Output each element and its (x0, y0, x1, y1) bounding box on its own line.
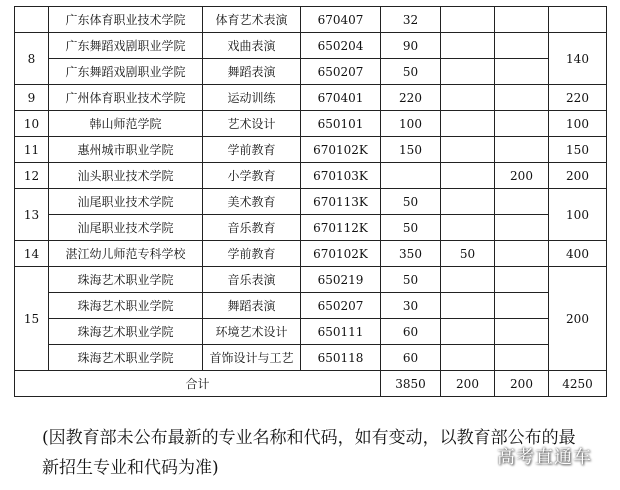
quota-b-cell (441, 163, 495, 189)
code-cell: 650118 (301, 345, 381, 371)
total-cell: 200 (549, 267, 607, 371)
table-row (15, 137, 607, 163)
school-cell: 广东舞蹈戏剧职业学院 (49, 33, 203, 59)
code-cell: 670103K (301, 163, 381, 189)
major-cell: 体育艺术表演 (203, 7, 301, 33)
major-cell: 美术教育 (203, 189, 301, 215)
total-cell: 150 (549, 137, 607, 163)
major-cell: 艺术设计 (203, 111, 301, 137)
quota-b-cell (441, 111, 495, 137)
serial-cell: 9 (15, 85, 49, 111)
major-cell: 小学教育 (203, 163, 301, 189)
table-row (15, 189, 607, 215)
grand-total-cell: 4250 (549, 371, 607, 397)
quota-b-cell: 50 (441, 241, 495, 267)
quota-b-cell (441, 59, 495, 85)
serial-cell: 15 (15, 267, 49, 371)
total-cell: 100 (549, 189, 607, 241)
quota-a-cell: 350 (381, 241, 441, 267)
major-cell: 运动训练 (203, 85, 301, 111)
school-cell: 汕尾职业技术学院 (49, 189, 203, 215)
table-row (15, 215, 607, 241)
table-row (15, 111, 607, 137)
major-cell: 学前教育 (203, 241, 301, 267)
school-cell: 广东舞蹈戏剧职业学院 (49, 59, 203, 85)
table-row (15, 59, 607, 85)
quota-a-cell: 60 (381, 345, 441, 371)
school-cell: 珠海艺术职业学院 (49, 293, 203, 319)
code-cell: 650207 (301, 59, 381, 85)
serial-cell: 11 (15, 137, 49, 163)
code-cell: 670401 (301, 85, 381, 111)
quota-a-cell: 50 (381, 189, 441, 215)
quota-a-cell (381, 163, 441, 189)
major-cell: 学前教育 (203, 137, 301, 163)
total-cell: 200 (549, 163, 607, 189)
quota-b-cell (441, 319, 495, 345)
code-cell: 650111 (301, 319, 381, 345)
code-cell: 670102K (301, 241, 381, 267)
quota-a-cell: 32 (381, 7, 441, 33)
enrollment-quota-table (14, 6, 607, 397)
quota-a-cell: 90 (381, 33, 441, 59)
major-cell: 舞蹈表演 (203, 293, 301, 319)
major-cell: 音乐教育 (203, 215, 301, 241)
total-cell: 100 (549, 111, 607, 137)
table-row (15, 33, 607, 59)
serial-cell: 12 (15, 163, 49, 189)
quota-a-cell: 150 (381, 137, 441, 163)
quota-c-cell (495, 189, 549, 215)
table-row (15, 85, 607, 111)
quota-c-cell (495, 319, 549, 345)
major-cell: 环境艺术设计 (203, 319, 301, 345)
code-cell: 670113K (301, 189, 381, 215)
quota-b-cell (441, 293, 495, 319)
code-cell: 670112K (301, 215, 381, 241)
quota-c-cell (495, 59, 549, 85)
school-cell: 珠海艺术职业学院 (49, 267, 203, 293)
quota-b-cell (441, 7, 495, 33)
quota-a-cell: 50 (381, 215, 441, 241)
code-cell: 650207 (301, 293, 381, 319)
quota-c-cell: 200 (495, 163, 549, 189)
quota-a-cell: 50 (381, 59, 441, 85)
quota-c-cell (495, 33, 549, 59)
quota-b-cell (441, 267, 495, 293)
quota-c-cell (495, 111, 549, 137)
school-cell: 广东体育职业技术学院 (49, 7, 203, 33)
quota-a-cell: 100 (381, 111, 441, 137)
serial-cell: 8 (15, 33, 49, 85)
major-cell: 舞蹈表演 (203, 59, 301, 85)
school-cell: 湛江幼儿师范专科学校 (49, 241, 203, 267)
total-cell: 220 (549, 85, 607, 111)
total-cell: 140 (549, 33, 607, 85)
serial-cell: 13 (15, 189, 49, 241)
table-row (15, 319, 607, 345)
code-cell: 650219 (301, 267, 381, 293)
school-cell: 韩山师范学院 (49, 111, 203, 137)
school-cell: 珠海艺术职业学院 (49, 345, 203, 371)
table-row (15, 293, 607, 319)
quota-c-cell (495, 7, 549, 33)
quota-c-cell (495, 241, 549, 267)
quota-b-cell (441, 85, 495, 111)
school-cell: 惠州城市职业学院 (49, 137, 203, 163)
quota-a-cell: 220 (381, 85, 441, 111)
quota-a-cell: 50 (381, 267, 441, 293)
table-row (15, 7, 607, 33)
totals-row (15, 371, 607, 397)
quota-b-cell (441, 215, 495, 241)
serial-cell: 14 (15, 241, 49, 267)
major-cell: 音乐表演 (203, 267, 301, 293)
quota-a-cell: 60 (381, 319, 441, 345)
major-cell: 戏曲表演 (203, 33, 301, 59)
quota-c-cell (495, 137, 549, 163)
code-cell: 670407 (301, 7, 381, 33)
quota-b-cell (441, 137, 495, 163)
code-cell: 650101 (301, 111, 381, 137)
quota-c-cell (495, 293, 549, 319)
serial-cell (15, 7, 49, 33)
school-cell: 广州体育职业技术学院 (49, 85, 203, 111)
quota-c-cell (495, 267, 549, 293)
serial-cell: 10 (15, 111, 49, 137)
quota-c-cell (495, 85, 549, 111)
major-cell: 首饰设计与工艺 (203, 345, 301, 371)
totals-a-cell: 3850 (381, 371, 441, 397)
totals-label: 合计 (15, 371, 381, 397)
quota-c-cell (495, 215, 549, 241)
quota-b-cell (441, 189, 495, 215)
table-row (15, 267, 607, 293)
total-cell: 400 (549, 241, 607, 267)
totals-b-cell: 200 (441, 371, 495, 397)
code-cell: 650204 (301, 33, 381, 59)
table-row (15, 345, 607, 371)
quota-c-cell (495, 345, 549, 371)
school-cell: 珠海艺术职业学院 (49, 319, 203, 345)
code-cell: 670102K (301, 137, 381, 163)
watermark: 高考直通车 (497, 447, 592, 468)
totals-c-cell: 200 (495, 371, 549, 397)
quota-b-cell (441, 33, 495, 59)
quota-a-cell: 30 (381, 293, 441, 319)
quota-b-cell (441, 345, 495, 371)
footnote: (因教育部未公布最新的专业名称和代码，如有变动，以教育部公布的最新招生专业和代码为准) (42, 428, 576, 478)
school-cell: 汕头职业技术学院 (49, 163, 203, 189)
total-cell (549, 7, 607, 33)
table-row (15, 241, 607, 267)
table-row (15, 163, 607, 189)
school-cell: 汕尾职业技术学院 (49, 215, 203, 241)
